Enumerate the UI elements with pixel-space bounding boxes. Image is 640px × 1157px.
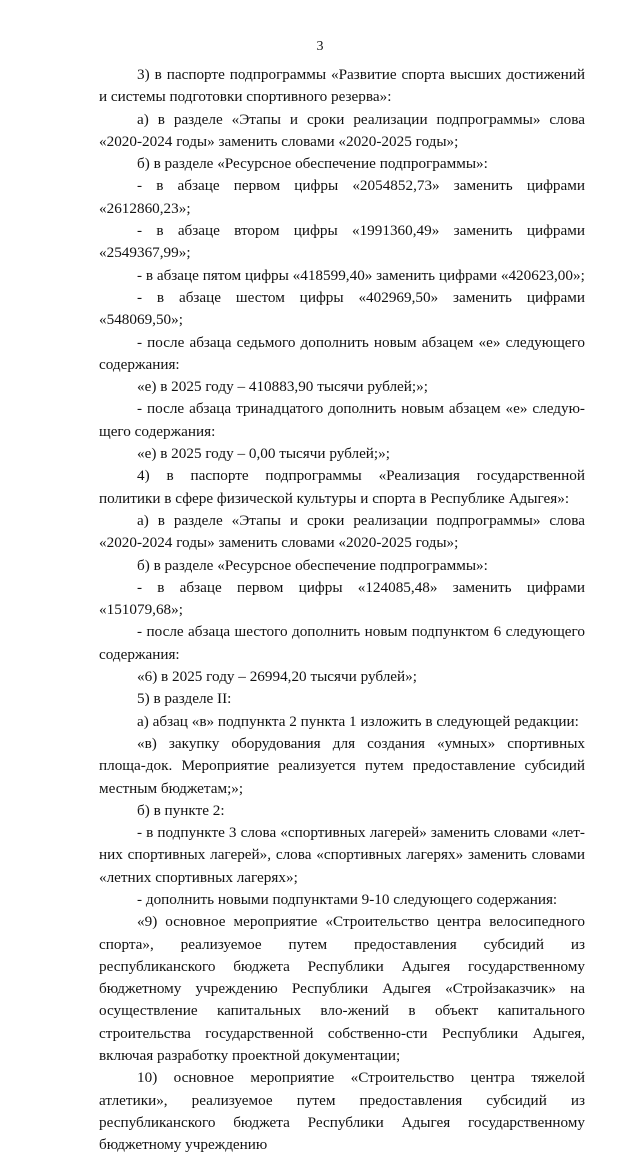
- paragraph-stages-a-2: а) в разделе «Этапы и сроки реализации подпрограммы» слова «2020-2024 годы» заменить словами «2020-2025 годы»;: [99, 511, 585, 552]
- paragraph-item-5-section-2: 5) в разделе II:: [137, 690, 232, 708]
- page-number: 3: [316, 39, 324, 54]
- paragraph-item-3-passport: 3) в паспорте подпрограммы «Развитие спорта высших достижений и системы подготовки спортивного резерва»:: [99, 66, 585, 106]
- paragraph-abzac-first: - в абзаце первом цифры «2054852,73» заменить цифрами «2612860,23»;: [99, 177, 585, 217]
- paragraph-weightlifting-center: 10) основное мероприятие «Строительство центра тяжелой атлетики», реализуемое путем предоставления субсидий из республиканского бюджета Республики Адыгея государственному бюджетному учреждению: [99, 1069, 585, 1154]
- paragraph-point-2: б) в пункте 2:: [137, 801, 225, 819]
- paragraph-2025-amount-3: «6) в 2025 году – 26994,20 тысячи рублей»;: [137, 668, 417, 686]
- paragraph-abzac-first-2: - в абзаце первом цифры «124085,48» заменить цифрами «151079,68»;: [99, 578, 585, 619]
- paragraph-resources-b-2: б) в разделе «Ресурсное обеспечение подпрограммы»:: [137, 556, 488, 574]
- paragraph-after-thirteenth: - после абзаца тринадцатого дополнить новым абзацем «е» следую-щего содержания:: [99, 400, 585, 440]
- paragraph-stages-a: а) в разделе «Этапы и сроки реализации подпрограммы» слова «2020-2024 годы» заменить словами «2020-2025 годы»;: [99, 110, 585, 150]
- paragraph-abzac-fifth: - в абзаце пятом цифры «418599,40» заменить цифрами «420623,00»;: [137, 266, 585, 284]
- paragraph-add-9-10: - дополнить новыми подпунктами 9-10 следующего содержания:: [137, 890, 558, 908]
- document-body: [99, 64, 585, 1157]
- paragraph-abzac-sixth: - в абзаце шестом цифры «402969,50» заменить цифрами «548069,50»;: [99, 288, 585, 329]
- paragraph-2025-amount-1: «е) в 2025 году – 410883,90 тысячи рублей;»;: [137, 378, 428, 396]
- paragraph-abzac-v: а) абзац «в» подпункта 2 пункта 1 изложить в следующей редакции:: [137, 712, 579, 730]
- paragraph-after-seventh: - после абзаца седьмого дополнить новым абзацем «е» следующего содержания:: [99, 333, 585, 373]
- paragraph-after-sixth: - после абзаца шестого дополнить новым подпунктом 6 следующего содержания:: [99, 623, 585, 663]
- paragraph-abzac-second: - в абзаце втором цифры «1991360,49» заменить цифрами «2549367,99»;: [99, 222, 585, 262]
- paragraph-summer-camps: - в подпункте 3 слова «спортивных лагерей» заменить словами «лет-них спортивных лагерей», слова «спортивных лагерях» заменить словами «летних спортивных лагерях»;: [99, 824, 585, 886]
- paragraph-smart-sports: «в) закупку оборудования для создания «умных» спортивных площа-док. Мероприятие реализуется путем предоставление субсидий местным бюджетам;»;: [99, 734, 585, 797]
- paragraph-cycling-center: «9) основное мероприятие «Строительство центра велосипедного спорта», реализуемое путем предоставления субсидий из республиканского бюджета Республики Адыгея государственному бюджетному учреждению Республики Адыгея «Стройзаказчик» на осуществление капитальных вло-жений в объект капитального строительства государственной собственно-сти Республики Адыгея, включая разработку проектной документации;: [99, 913, 585, 1065]
- paragraph-item-4-passport: 4) в паспорте подпрограммы «Реализация государственной политики в сфере физической культуры и спорта в Республике Адыгея»:: [99, 467, 585, 507]
- paragraph-resources-b: б) в разделе «Ресурсное обеспечение подпрограммы»:: [137, 155, 488, 173]
- paragraph-2025-amount-2: «е) в 2025 году – 0,00 тысячи рублей;»;: [137, 445, 390, 463]
